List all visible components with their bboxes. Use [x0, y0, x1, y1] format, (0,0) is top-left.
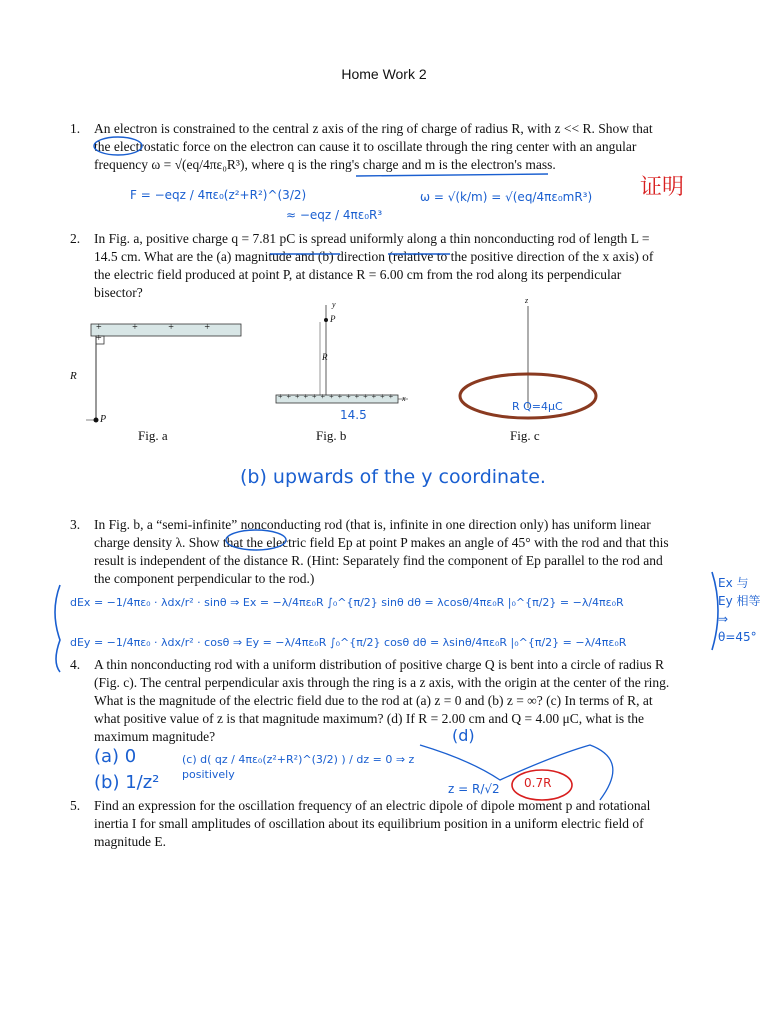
figure-a-P-label: P	[100, 414, 107, 425]
hand-fig-c-note: R Q=4μC	[512, 400, 563, 413]
underline-ring-charge	[356, 174, 548, 176]
figure-b-x-label: x	[402, 394, 406, 403]
hand-p1-force: F = −eqz / 4πε₀(z²+R²)^(3/2)	[130, 188, 307, 202]
problem-number: 4.	[70, 657, 81, 672]
figure-c-z-label: z	[525, 296, 529, 305]
hand-p4-c-tail: z = R/√2	[448, 782, 500, 796]
figure-a-caption: Fig. a	[138, 428, 168, 443]
problem-text: Find an expression for the oscillation frequency of an electric dipole of dipole moment p and rotational inertia I for small amplitudes of oscillation about its equilibrium position in a uniform electric field of magnitude E.	[94, 798, 651, 849]
figure-b-y-label: y	[332, 300, 336, 309]
figure-c-caption: Fig. c	[510, 428, 540, 443]
problem-number: 5.	[70, 798, 81, 813]
hand-fig-b-note: 14.5	[340, 408, 367, 422]
problem-text: An electron is constrained to the central z axis of the ring of charge of radius R, with z << R. Show that the electrostatic force on the electron can cause it to oscillate through the ring center with an angular frequency ω = √(eq/4πε₀R³), where q is the ring's charge and m is the electron's mass.	[94, 121, 653, 172]
hand-p4-d: (d)	[452, 726, 475, 745]
figure-b-P-label: P	[330, 314, 336, 324]
problem-2	[70, 230, 670, 302]
left-brace	[55, 585, 60, 672]
figure-b-caption: Fig. b	[316, 428, 347, 443]
figure-b-R-label: R	[322, 352, 328, 362]
problem-4	[70, 656, 670, 746]
problem-5	[70, 797, 670, 851]
problem-text: In Fig. b, a “semi-infinite” nonconducting rod (that is, infinite in one direction only) has uniform linear charge density λ. Show that the electric field Ep at point P makes an angle of 45° with the rod and that this result is independent of the distance R. (Hint: Separately find the component of Ep parallel to the rod and the component perpendicular to the rod.)	[94, 517, 669, 586]
problem-1	[70, 120, 670, 174]
hand-p4-b: (b) 1/z²	[94, 772, 160, 793]
hand-p3-ey: dEy = −1/4πε₀ · λdx/r² · cosθ ⇒ Ey = −λ/4πε₀R ∫₀^{π/2} cosθ dθ = λsinθ/4πε₀R |₀^{π/2} = −λ/4πε₀R	[70, 636, 627, 649]
figure-a-R-label: R	[70, 370, 77, 382]
page-title: Home Work 2	[341, 66, 427, 82]
hand-p1-approx: ≈ −eqz / 4πε₀R³	[286, 208, 383, 222]
hand-p3-margin: Ex 与 Ey 相等 ⇒ θ=45°	[718, 576, 761, 644]
hand-p4-red-circle: 0.7R	[524, 776, 552, 790]
hand-p3-ex: dEx = −1/4πε₀ · λdx/r² · sinθ ⇒ Ex = −λ/4πε₀R ∫₀^{π/2} sinθ dθ = λcosθ/4πε₀R |₀^{π/2} = −λ/4πε₀R	[70, 596, 624, 609]
hand-p2-answer: (b) upwards of the y coordinate.	[240, 466, 546, 488]
problem-number: 1.	[70, 121, 81, 136]
problem-3	[70, 516, 670, 588]
problem-number: 3.	[70, 517, 81, 532]
figure-b-charges: + + + + + + + + + + + + + +	[278, 392, 395, 401]
problem-text: In Fig. a, positive charge q = 7.81 pC is spread uniformly along a thin nonconducting rod of length L = 14.5 cm. What are the (a) magnitude and (b) direction (relative to the positive direction of the x axis) of the electric field produced at point P, at distance R = 6.00 cm from the rod along its perpendicular bisector?	[94, 231, 654, 300]
problem-text: A thin nonconducting rod with a uniform distribution of positive charge Q is bent into a circle of radius R (Fig. c). The central perpendicular axis through the ring is a z axis, with the origin at the center of the ring. What is the magnitude of the electric field due to the rod at (a) z = 0 and (b) z = ∞? (c) In terms of R, at what positive value of z is that magnitude maximum? (d) If R = 2.00 cm and Q = 4.00 μC, what is the maximum magnitude?	[94, 657, 670, 744]
problem-number: 2.	[70, 231, 81, 246]
hand-p4-a: (a) 0	[94, 746, 137, 767]
hand-p4-c: (c) d( qz / 4πε₀(z²+R²)^(3/2) ) / dz = 0 ⇒ z positively	[182, 753, 415, 781]
hand-p1-omega: ω = √(k/m) = √(eq/4πε₀mR³)	[420, 190, 593, 204]
figure-a-charges: + + + + +	[96, 322, 225, 344]
hand-p1-red-note: 证明	[640, 175, 685, 200]
